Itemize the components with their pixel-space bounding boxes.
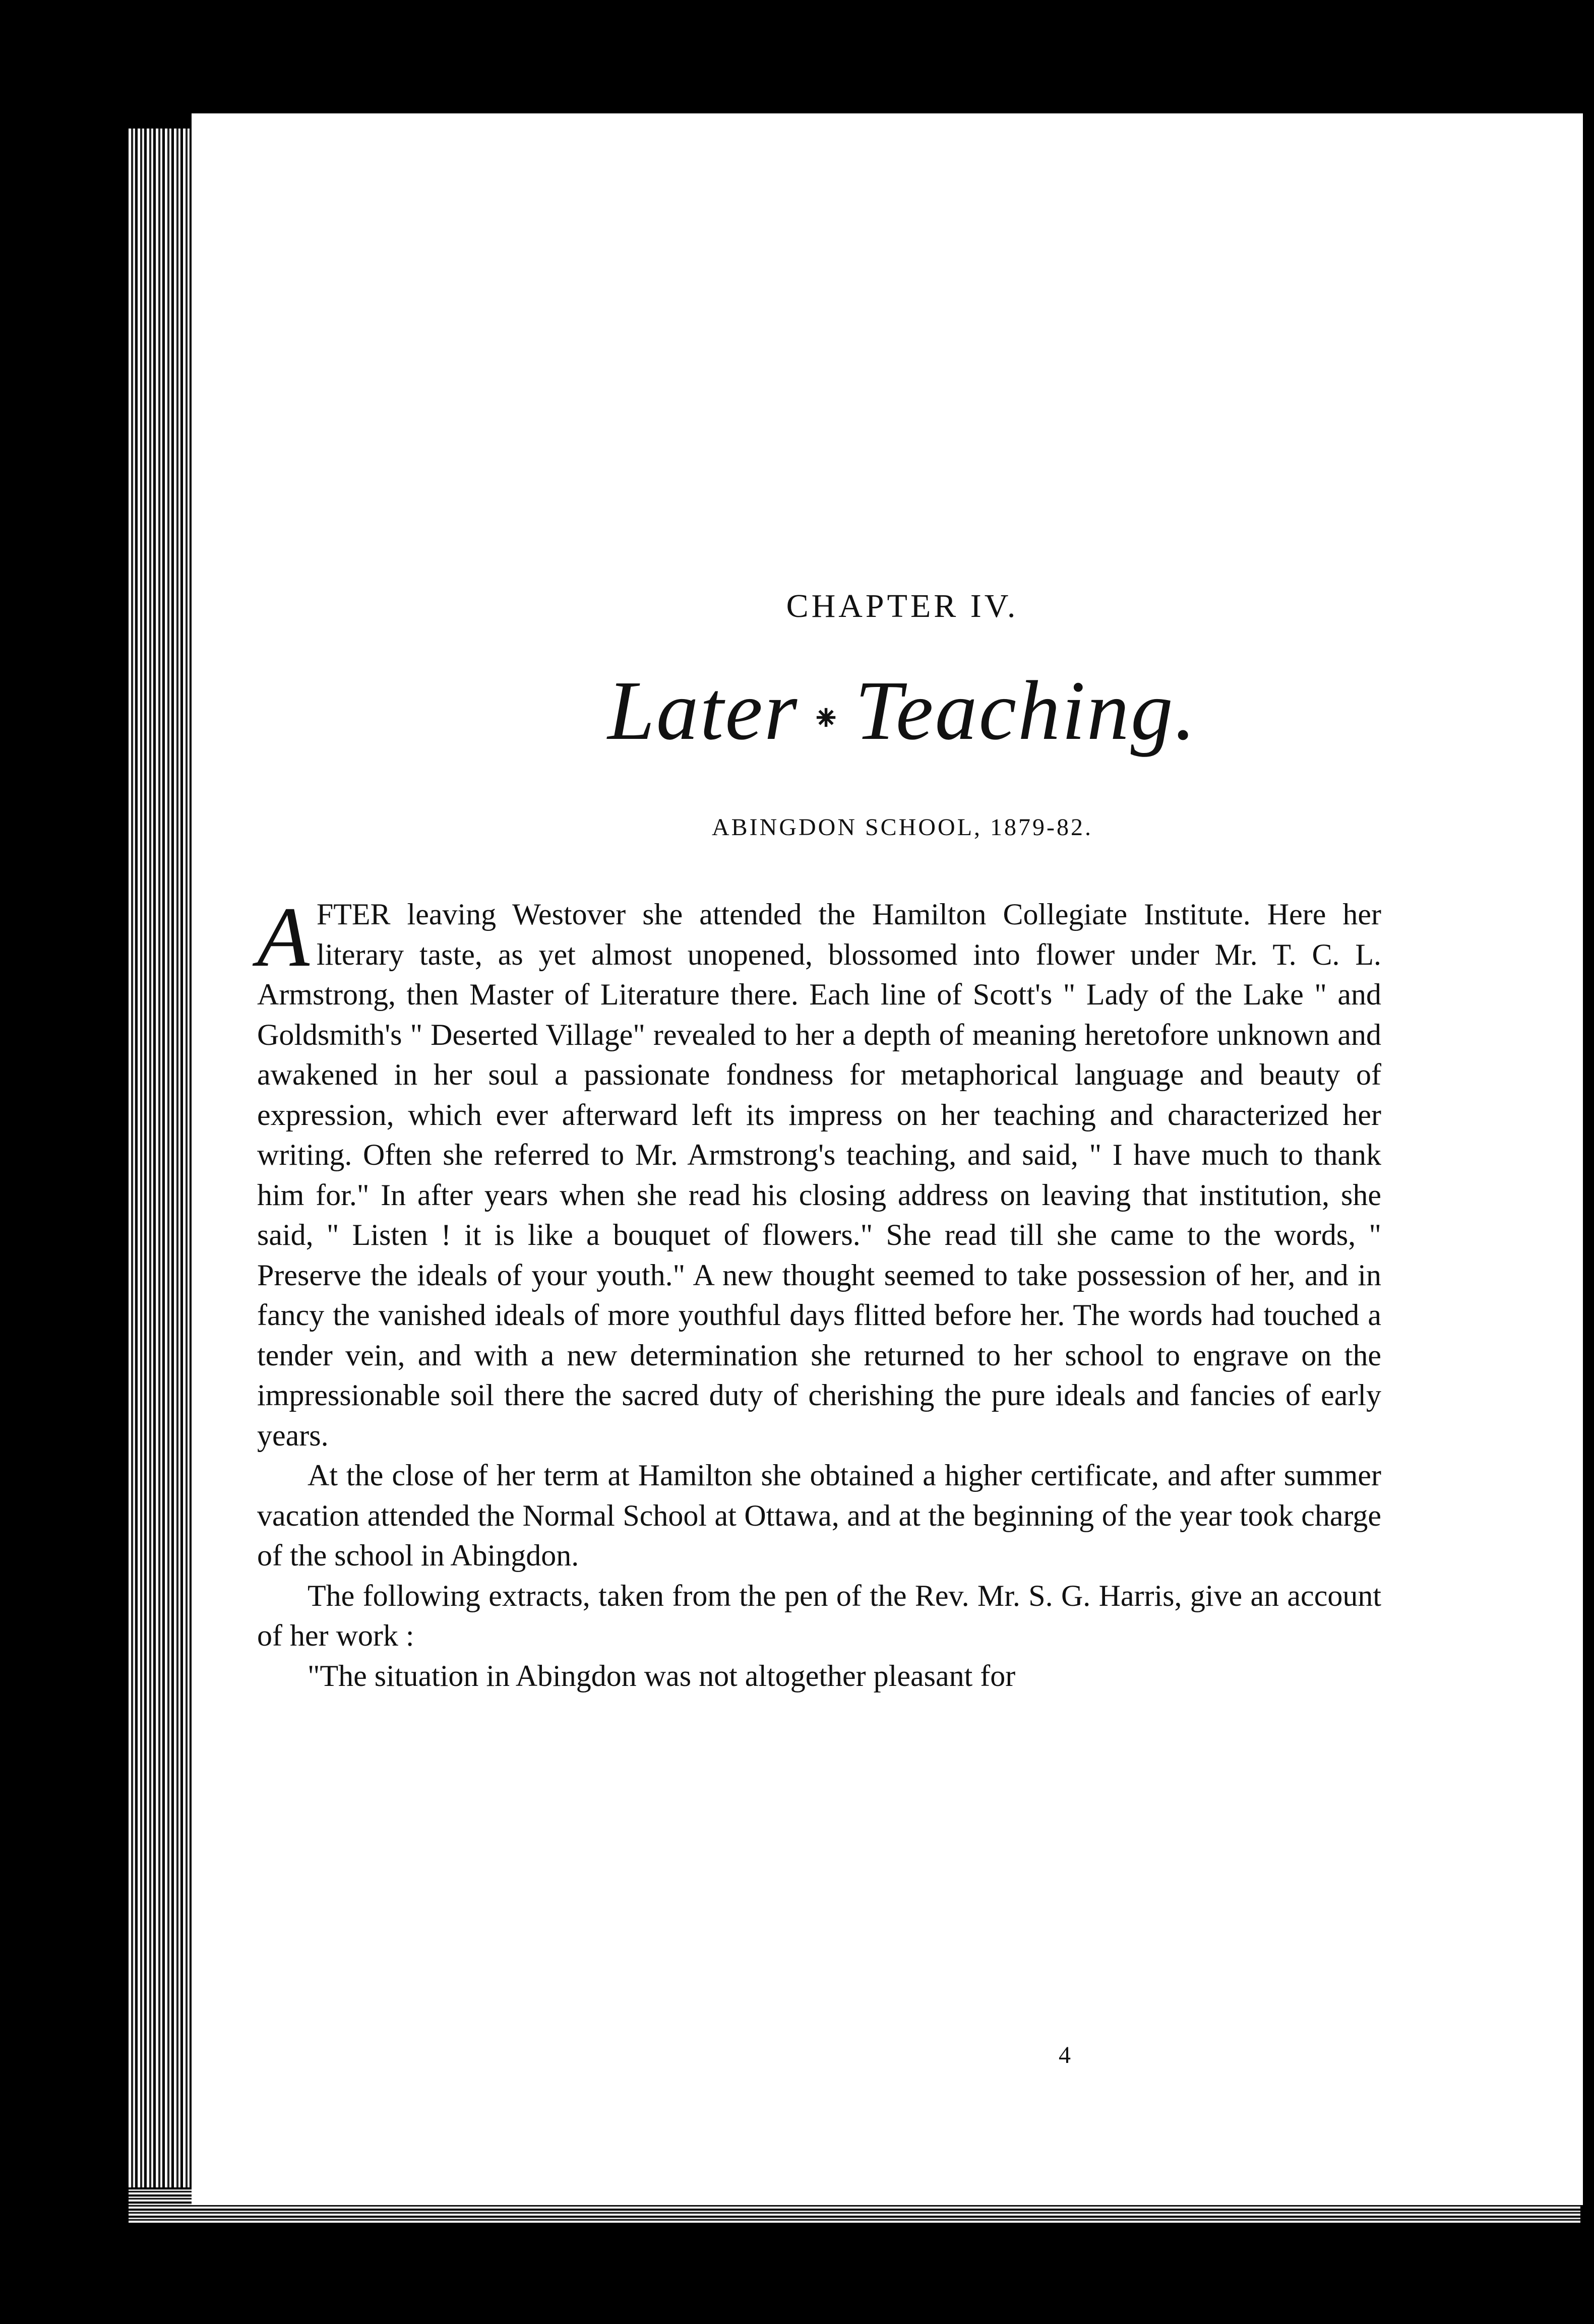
chapter-title xyxy=(222,664,1583,758)
chapter-title-part2: Teaching. xyxy=(854,664,1197,758)
chapter-subtitle: ABINGDON SCHOOL, 1879-82. xyxy=(712,814,1093,841)
chapter-title-part1: Later xyxy=(607,664,799,758)
body-text xyxy=(257,890,1381,1696)
paragraph-3: The following extracts, taken from the pen of the Rev. Mr. S. G. Harris, give an account of her work : xyxy=(257,1579,1381,1652)
paragraph-4: "The situation in Abingdon was not altogether pleasant for xyxy=(308,1659,1016,1692)
chapter-heading xyxy=(192,587,1583,841)
title-separator-ornament: ⁕ xyxy=(811,700,842,739)
paragraph-1 xyxy=(257,890,1381,1456)
drop-cap: A xyxy=(257,890,310,984)
paragraph-2: At the close of her term at Hamilton she obtained a higher certificate, and after summer vacation attended the Normal School at Ottawa, and at the beginning of the year took charge of the school in Abingdon. xyxy=(257,1459,1381,1572)
paragraph-1-text: FTER leaving Westover she attended the Hamilton Collegiate Institute. Here her literary taste, as yet almost unopened, blossomed into flower under Mr. T. C. L. Armstrong, then Master of Literature there. Each line of Scott's " Lady of the Lake " and Goldsmith's " Deserted Village" revealed to her a depth of meaning heretofore unknown and awakened in her soul a passionate fondness for metaphorical language and beauty of expression, which ever afterward left its impress on her teaching and characterized her writing. Often she referred to Mr. Armstrong's teaching, and said, " I have much to thank him for." In after years when she read his closing address on leaving that institution, she said, " Listen ! it is like a bouquet of flowers." She read till she came to the words, " Preserve the ideals of your youth." A new thought seemed to take possession of her, and in fancy the vanished ideals of more youthful days flitted before her. The words had touched a tender vein, and with a new determination she returned to her school to engrave on the impressionable soil there the sacred duty of cherishing the pure ideals and fancies of early years. xyxy=(257,898,1381,1452)
chapter-number: CHAPTER IV. xyxy=(786,588,1019,624)
signature-mark: 4 xyxy=(1059,2042,1071,2068)
